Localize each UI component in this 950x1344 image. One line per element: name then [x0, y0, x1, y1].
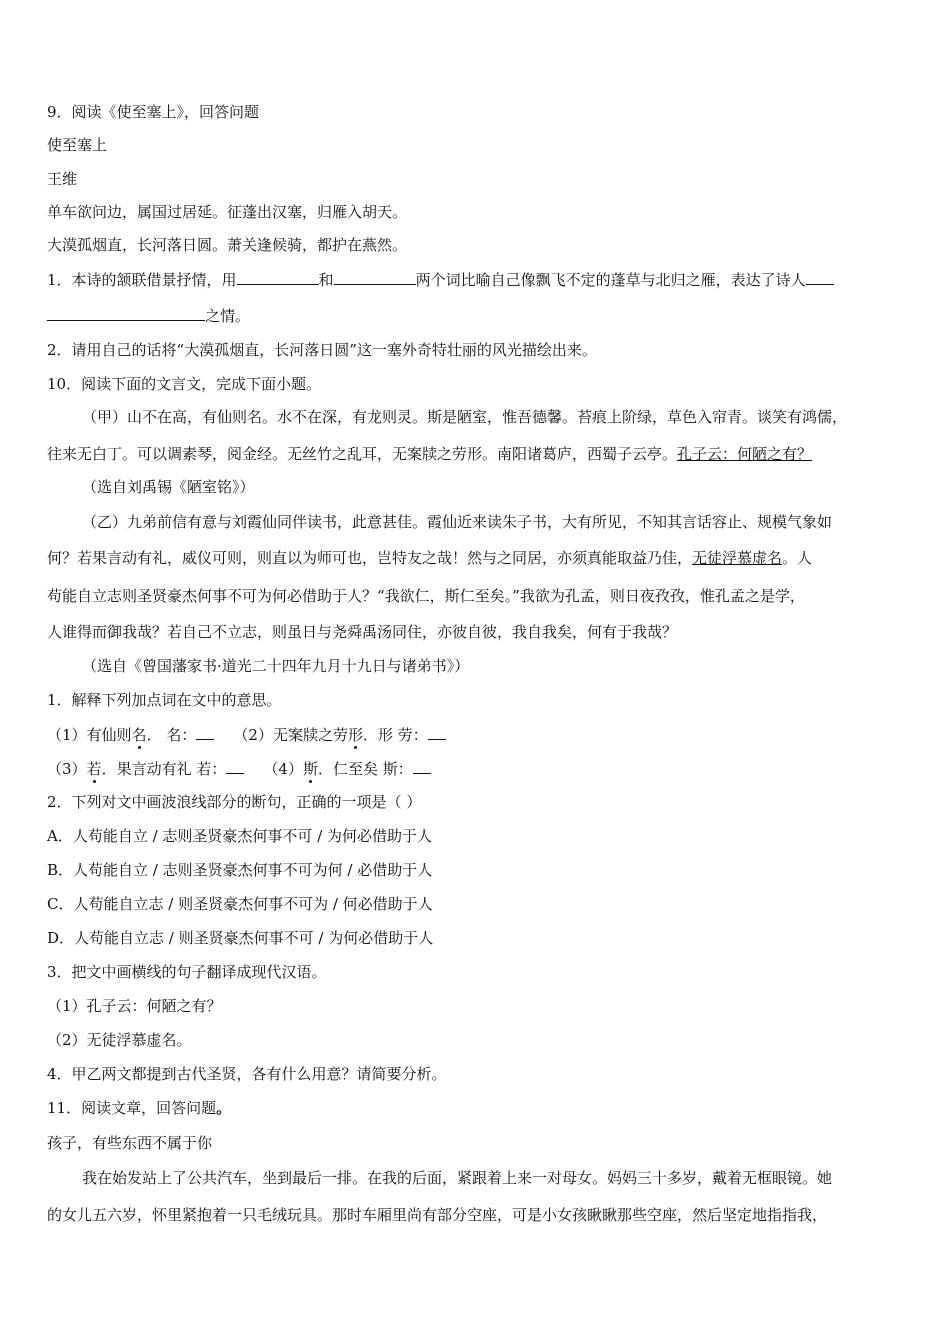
- jia-line-2: [47, 444, 812, 464]
- item2-label: ．形 劳：: [362, 726, 428, 744]
- q10-sub1-row2: [47, 758, 431, 778]
- q10-sub3-item1: （1）孔子云：何陋之有？: [47, 997, 222, 1015]
- answer-blank-item3[interactable]: [226, 758, 244, 774]
- option-d[interactable]: D．人苟能自立志 / 则圣贤豪杰何事不可 / 为何必借助于人: [47, 929, 434, 947]
- jia-source: （选自刘禹锡《陋室铭》）: [82, 478, 255, 496]
- item4-label: ．仁至矣 斯：: [317, 760, 413, 778]
- q11-heading-end: 。: [216, 1099, 232, 1117]
- jia-line-1: （甲）山不在高，有仙则名。水不在深，有龙则灵。斯是陋室，惟吾德馨。苔痕上阶绿，草色入帘青。谈笑有鸿儒，: [82, 408, 848, 426]
- q9-sub1-text-b: 和: [318, 271, 334, 289]
- jia-line-2-text: 往来无白丁。可以调素琴，阅金经。无丝竹之乱耳，无案牍之劳形。南阳诸葛庐，西蜀子云亭。: [47, 445, 678, 463]
- article-title: 孩子，有些东西不属于你: [47, 1134, 213, 1152]
- answer-blank-2[interactable]: [334, 269, 416, 285]
- poem-verse-2: 大漠孤烟直，长河落日圆。萧关逢候骑，都护在燕然。: [47, 236, 408, 254]
- item3-text: （3）: [47, 760, 87, 778]
- yi-line-2-end: 。人: [782, 549, 813, 567]
- item4-text: （4）: [263, 760, 303, 778]
- yi-line-4: 人谁得而御我哉？若自己不立志，则虽日与尧舜禹汤同住，亦彼自彼，我自我矣，何有于我哉？: [47, 623, 678, 641]
- option-c[interactable]: C．人苟能自立志 / 则圣贤豪杰何事不可为 / 何必借助于人: [47, 895, 433, 913]
- yi-line-2: [47, 548, 812, 568]
- answer-blank-item2[interactable]: [428, 724, 446, 740]
- answer-blank-item1[interactable]: [196, 724, 214, 740]
- q9-sub1-line2: [47, 305, 250, 325]
- item1-dotted-word: 名: [131, 726, 147, 744]
- item3-label: ．果言动有礼 若：: [101, 760, 227, 778]
- answer-blank-item4[interactable]: [413, 758, 431, 774]
- option-b[interactable]: B．人苟能自立 / 志则圣贤豪杰何事不可为何 / 必借助于人: [47, 861, 433, 879]
- article-paragraph-line-2: 的女儿五六岁，怀里紧抱着一只毛绒玩具。那时车厢里尚有部分空座，可是小女孩瞅瞅那些空座，然后坚定地指指我，: [47, 1206, 828, 1224]
- item2-text: （2）无案牍之劳: [233, 726, 348, 744]
- q10-heading: 10．阅读下面的文言文，完成下面小题。: [47, 375, 322, 393]
- item1-label: ． 名：: [146, 726, 197, 744]
- yi-source: （选自《曾国藩家书·道光二十四年九月十九日与诸弟书》）: [82, 657, 470, 675]
- poem-author: 王维: [47, 170, 78, 188]
- q9-heading: 9．阅读《使至塞上》，回答问题: [47, 103, 260, 121]
- q10-sub3-heading: 3．把文中画横线的句子翻译成现代汉语。: [47, 963, 327, 981]
- poem-verse-1: 单车欲问边，属国过居延。征蓬出汉塞，归雁入胡天。: [47, 203, 408, 221]
- yi-line-3: 苟能自立志则圣贤豪杰何事不可为何必借助于人？“我欲仁，斯仁至矣。”我欲为孔孟，则日夜孜孜，惟孔孟之是学，: [47, 587, 805, 605]
- q9-sub1-text-c: 两个词比喻自己像飘飞不定的蓬草与北归之雁，表达了诗人: [415, 271, 806, 289]
- jia-underlined-sentence: 孔子云：何陋之有？: [677, 445, 813, 463]
- q10-sub3-item2: （2）无徒浮慕虚名。: [47, 1031, 192, 1049]
- item3-dotted-word: 若: [86, 760, 102, 778]
- answer-blank-3b[interactable]: [47, 305, 205, 321]
- q9-sub1-text-d: 之情。: [205, 307, 251, 325]
- yi-line-2-text: 何？若果言动有礼，威仪可则，则直以为师可也，岂特友之哉！然与之同居，亦须真能取益乃佳，: [47, 549, 693, 567]
- q10-sub4-heading: 4．甲乙两文都提到古代圣贤，各有什么用意？请简要分析。: [47, 1065, 447, 1083]
- yi-line-1: （乙）九弟前信有意与刘霞仙同伴读书，此意甚佳。霞仙近来读朱子书，大有所见，不知其言话容止、规模气象如: [82, 513, 833, 531]
- item4-dotted-word: 斯: [302, 760, 318, 778]
- option-a[interactable]: A．人苟能自立 / 志则圣贤豪杰何事不可 / 为何必借助于人: [47, 827, 433, 845]
- item2-dotted-word: 形: [347, 726, 363, 744]
- item1-text: （1）有仙则: [47, 726, 132, 744]
- q10-sub2-heading: 2．下列对文中画波浪线部分的断句，正确的一项是（ ）: [47, 793, 422, 811]
- q10-sub1-heading: 1．解释下列加点词在文中的意思。: [47, 691, 282, 709]
- answer-blank-3a[interactable]: [806, 269, 834, 285]
- q11-heading-text: 11．阅读文章，回答问题: [47, 1099, 217, 1117]
- poem-title: 使至塞上: [47, 136, 108, 154]
- yi-underlined-phrase: 无徒浮慕虚名: [692, 549, 783, 567]
- answer-blank-1[interactable]: [237, 269, 319, 285]
- q9-sub1-line1: [47, 269, 834, 289]
- q11-heading: [47, 1098, 231, 1118]
- q9-sub1-text-a: 1．本诗的颔联借景抒情，用: [47, 271, 237, 289]
- article-paragraph-line-1: 我在始发站上了公共汽车，坐到最后一排。在我的后面，紧跟着上来一对母女。妈妈三十多岁，戴着无框眼镜。她: [82, 1169, 833, 1187]
- q10-sub1-row1: [47, 724, 446, 744]
- q9-sub2: 2．请用自己的话将“大漠孤烟直，长河落日圆”这一塞外奇特壮丽的风光描绘出来。: [47, 341, 597, 359]
